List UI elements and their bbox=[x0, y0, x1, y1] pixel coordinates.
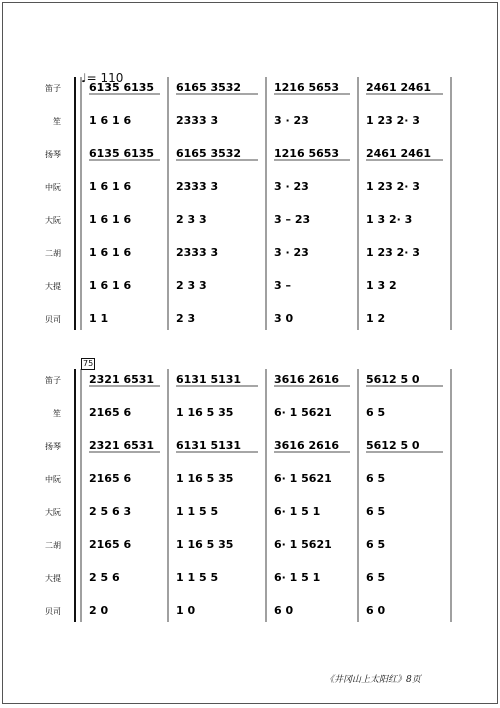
tempo-marking: ♩= 110 bbox=[81, 71, 124, 85]
measure-notes: 2165 6 bbox=[89, 538, 132, 551]
measure-notes: 5612 5 0 bbox=[366, 439, 420, 452]
measure-notes: 2321 6531 bbox=[89, 373, 155, 386]
measure-notes: 2 3 3 bbox=[176, 279, 207, 292]
measure-notes: 6 5 bbox=[366, 505, 386, 518]
measure-notes: 1 1 5 5 bbox=[176, 505, 219, 518]
measure-notes: 1 6 1 6 bbox=[89, 114, 132, 127]
measure-notes: 1 23 2· 3 bbox=[366, 180, 420, 193]
measure-notes: 2461 2461 bbox=[366, 81, 432, 94]
measure-notes: 1 23 2· 3 bbox=[366, 114, 420, 127]
instrument-label: 扬琴 bbox=[45, 150, 61, 159]
measure-notes: 2 5 6 bbox=[89, 571, 120, 584]
measure-notes: 2 5 6 3 bbox=[89, 505, 132, 518]
measure-notes: 1 0 bbox=[176, 604, 196, 617]
measure-notes: 1 6 1 6 bbox=[89, 279, 132, 292]
measure-notes: 1 16 5 35 bbox=[176, 472, 234, 485]
measure-notes: 2165 6 bbox=[89, 472, 132, 485]
measure-notes: 6135 6135 bbox=[89, 81, 155, 94]
measure-notes: 1 6 1 6 bbox=[89, 213, 132, 226]
measure-notes: 6135 6135 bbox=[89, 147, 155, 160]
measure-notes: 1216 5653 bbox=[274, 147, 340, 160]
instrument-label: 大提 bbox=[45, 574, 61, 583]
score-svg bbox=[3, 3, 497, 703]
measure-notes: 1 23 2· 3 bbox=[366, 246, 420, 259]
measure-notes: 1 6 1 6 bbox=[89, 246, 132, 259]
measure-notes: 6· 1 5621 bbox=[274, 472, 332, 485]
measure-notes: 1 16 5 35 bbox=[176, 406, 234, 419]
measure-notes: 6· 1 5621 bbox=[274, 538, 332, 551]
measure-notes: 6 5 bbox=[366, 571, 386, 584]
instrument-label: 笛子 bbox=[45, 84, 61, 93]
measure-notes: 2 3 bbox=[176, 312, 196, 325]
measure-notes: 2333 3 bbox=[176, 180, 219, 193]
measure-notes: 6165 3532 bbox=[176, 81, 242, 94]
measure-notes: 1 1 bbox=[89, 312, 109, 325]
page-footer: 《井冈山上太阳红》8页 bbox=[325, 675, 421, 685]
measure-notes: 6131 5131 bbox=[176, 373, 242, 386]
measure-notes: 6 5 bbox=[366, 472, 386, 485]
measure-notes: 6131 5131 bbox=[176, 439, 242, 452]
measure-notes: 1 16 5 35 bbox=[176, 538, 234, 551]
measure-notes: 6 0 bbox=[274, 604, 294, 617]
measure-notes: 2 3 3 bbox=[176, 213, 207, 226]
instrument-label: 扬琴 bbox=[45, 442, 61, 451]
measure-notes: 6· 1 5 1 bbox=[274, 505, 321, 518]
instrument-label: 二胡 bbox=[45, 541, 61, 550]
measure-notes: 6 0 bbox=[366, 604, 386, 617]
measure-notes: 1216 5653 bbox=[274, 81, 340, 94]
measure-notes: 6 5 bbox=[366, 538, 386, 551]
instrument-label: 贝司 bbox=[45, 315, 61, 324]
measure-notes: 3 · 23 bbox=[274, 114, 309, 127]
instrument-label: 中阮 bbox=[45, 475, 61, 484]
measure-notes: 2333 3 bbox=[176, 246, 219, 259]
instrument-label: 贝司 bbox=[45, 607, 61, 616]
rehearsal-mark: 75 bbox=[83, 359, 94, 368]
instrument-label: 大阮 bbox=[45, 216, 61, 225]
instrument-label: 笙 bbox=[53, 117, 61, 126]
measure-notes: 3616 2616 bbox=[274, 439, 340, 452]
measure-notes: 6· 1 5621 bbox=[274, 406, 332, 419]
measure-notes: 5612 5 0 bbox=[366, 373, 420, 386]
measure-notes: 6 5 bbox=[366, 406, 386, 419]
measure-notes: 2165 6 bbox=[89, 406, 132, 419]
measure-notes: 3 – 23 bbox=[274, 213, 311, 226]
instrument-label: 笛子 bbox=[45, 376, 61, 385]
measure-notes: 2321 6531 bbox=[89, 439, 155, 452]
measure-notes: 3616 2616 bbox=[274, 373, 340, 386]
measure-notes: 1 3 2· 3 bbox=[366, 213, 413, 226]
measure-notes: 1 3 2 bbox=[366, 279, 397, 292]
measure-notes: 3 – bbox=[274, 279, 291, 292]
measure-notes: 3 0 bbox=[274, 312, 294, 325]
measure-notes: 1 2 bbox=[366, 312, 386, 325]
instrument-label: 大提 bbox=[45, 282, 61, 291]
measure-notes: 6· 1 5 1 bbox=[274, 571, 321, 584]
measure-notes: 6165 3532 bbox=[176, 147, 242, 160]
measure-notes: 1 6 1 6 bbox=[89, 180, 132, 193]
measure-notes: 2 0 bbox=[89, 604, 109, 617]
score-page bbox=[2, 2, 498, 704]
measure-notes: 3 · 23 bbox=[274, 246, 309, 259]
instrument-label: 大阮 bbox=[45, 508, 61, 517]
measure-notes: 3 · 23 bbox=[274, 180, 309, 193]
measure-notes: 1 1 5 5 bbox=[176, 571, 219, 584]
instrument-label: 笙 bbox=[53, 409, 61, 418]
measure-notes: 2461 2461 bbox=[366, 147, 432, 160]
instrument-label: 二胡 bbox=[45, 249, 61, 258]
instrument-label: 中阮 bbox=[45, 183, 61, 192]
measure-notes: 2333 3 bbox=[176, 114, 219, 127]
